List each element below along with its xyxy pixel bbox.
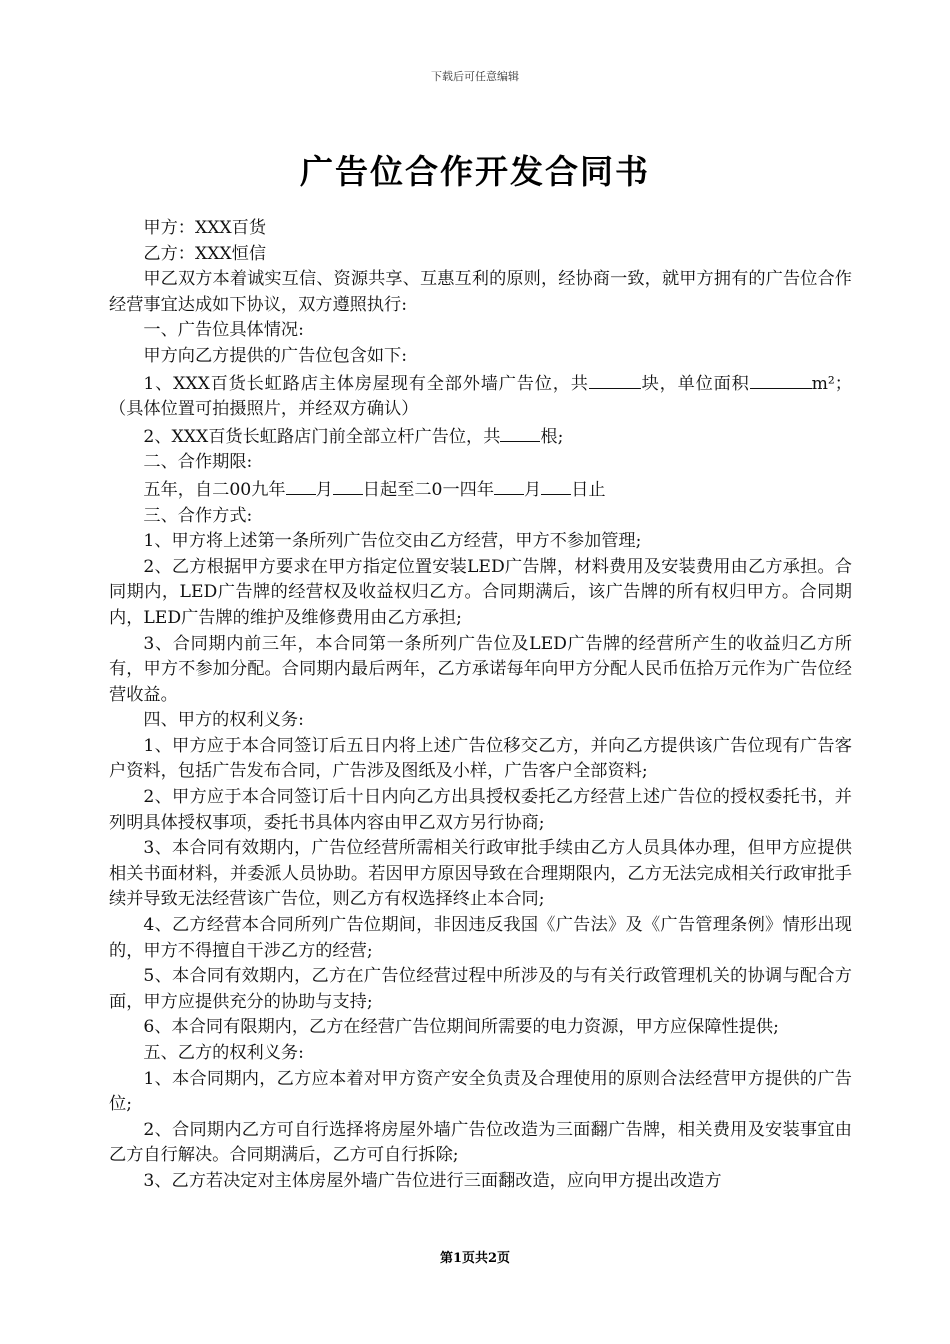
section-5-item-2: 2、合同期内乙方可自行选择将房屋外墙广告位改造为三面翻广告牌，相关费用及安装事宜由乙方自行解决。合同期满后，乙方可自行拆除; <box>109 1119 852 1166</box>
page-number-footer: 第1页共2页 <box>439 1251 511 1266</box>
section-1-item-1-text-b: 块，单位面积 <box>640 373 750 394</box>
blank-start-day-field[interactable] <box>333 476 363 495</box>
section-4-item-2: 2、甲方应于本合同签订后十日内向乙方出具授权委托乙方经营上述广告位的授权委托书，并列明具体授权事项，委托书具体内容由甲乙双方另行协商; <box>109 787 852 833</box>
document-body <box>109 216 852 1195</box>
section-5-title: 五、乙方的权利义务: <box>143 1043 304 1063</box>
section-1-title: 一、广告位具体情况: <box>143 320 304 341</box>
section-5-item-1: 1、本合同期内，乙方应本着对甲方资产安全负责及合理使用的原则合法经营甲方提供的广告位; <box>109 1068 852 1115</box>
section-4-item-3: 3、本合同有效期内，广告位经营所需相关行政审批手续由乙方人员具体办理，但甲方应提供相关书面材料，并委派人员协助。若因甲方原因导致在合理期限内，乙方无法完成相关行政审批手续并导致无法经营该广告位，则乙方有权选择终止本合同; <box>109 838 852 910</box>
section-5-item-3: 3、乙方若决定对主体房屋外墙广告位进行三面翻改造，应向甲方提出改造方 <box>143 1170 722 1191</box>
section-4-item-4: 4、乙方经营本合同所列广告位期间，非因违反我国《广告法》及《广告管理条例》情形出现的，甲方不得擅自干涉乙方的经营; <box>109 915 852 961</box>
blank-end-month-field[interactable] <box>494 476 524 495</box>
section-1-item-1-text-a: 1、XXX百货长虹路店主体房屋现有全部外墙广告位，共 <box>143 373 589 394</box>
section-2-text-b: 月 <box>315 479 333 500</box>
intro-paragraph: 甲乙双方本着诚实互信、资源共享、互惠互利的原则，经协商一致，就甲方拥有的广告位合作经营事宜达成如下协议，双方遵照执行: <box>109 269 852 315</box>
header-note: 下载后可任意编辑 <box>431 70 519 83</box>
section-2-title: 二、合作期限: <box>143 452 253 473</box>
section-4-title: 四、甲方的权利义务: <box>143 710 304 731</box>
blank-end-day-field[interactable] <box>541 476 571 495</box>
section-1-item-1 <box>109 370 852 423</box>
section-1-lead: 甲方向乙方提供的广告位包含如下: <box>143 345 407 366</box>
section-1-item-2-text-a: 2、XXX百货长虹路店门前全部立杆广告位，共 <box>143 426 501 447</box>
section-2-text-d: 月 <box>524 479 542 500</box>
section-1-item-1-text-c: m²；（具体位置可拍摄照片，并经双方确认） <box>109 373 852 420</box>
section-4-item-5: 5、本合同有效期内，乙方在广告位经营过程中所涉及的与有关行政管理机关的协调与配合方面，甲方应提供充分的协助与支持; <box>109 966 852 1012</box>
blank-area-field[interactable] <box>750 370 812 389</box>
party-b: 乙方：XXX恒信 <box>143 243 267 264</box>
section-3-item-2: 2、乙方根据甲方要求在甲方指定位置安装LED广告牌，材料费用及安装费用由乙方承担。合同期内，LED广告牌的经营权及收益权归乙方。合同期满后，该广告牌的所有权归甲方。合同期内，LED广告牌的维护及维修费用由乙方承担; <box>109 556 852 628</box>
section-1-item-2 <box>109 423 852 451</box>
section-1-item-2-text-b: 根; <box>540 426 564 447</box>
section-4-item-1: 1、甲方应于本合同签订后五日内将上述广告位移交乙方，并向乙方提供该广告位现有广告客户资料，包括广告发布合同，广告涉及图纸及小样，广告客户全部资料; <box>109 735 852 782</box>
party-a: 甲方：XXX百货 <box>143 218 267 238</box>
document-title: 广告位合作开发合同书 <box>300 152 650 191</box>
blank-start-month-field[interactable] <box>286 476 316 495</box>
blank-count-field[interactable] <box>589 370 641 389</box>
section-2-text-c: 日起至二0一四年 <box>362 479 495 500</box>
section-3-title: 三、合作方式: <box>143 505 253 526</box>
section-4-item-6: 6、本合同有限期内，乙方在经营广告位期间所需要的电力资源，甲方应保障性提供; <box>143 1017 779 1038</box>
blank-pole-count-field[interactable] <box>500 423 540 442</box>
section-3-item-3: 3、合同期内前三年，本合同第一条所列广告位及LED广告牌的经营所产生的收益归乙方所有，甲方不参加分配。合同期内最后两年，乙方承诺每年向甲方分配人民币伍拾万元作为广告位经营收益。 <box>109 633 852 705</box>
section-2-text-e: 日止 <box>571 479 606 500</box>
section-3-item-1: 1、甲方将上述第一条所列广告位交由乙方经营，甲方不参加管理; <box>143 531 642 552</box>
section-2-text-a: 五年，自二00九年 <box>143 479 286 500</box>
section-2-term <box>109 476 852 504</box>
